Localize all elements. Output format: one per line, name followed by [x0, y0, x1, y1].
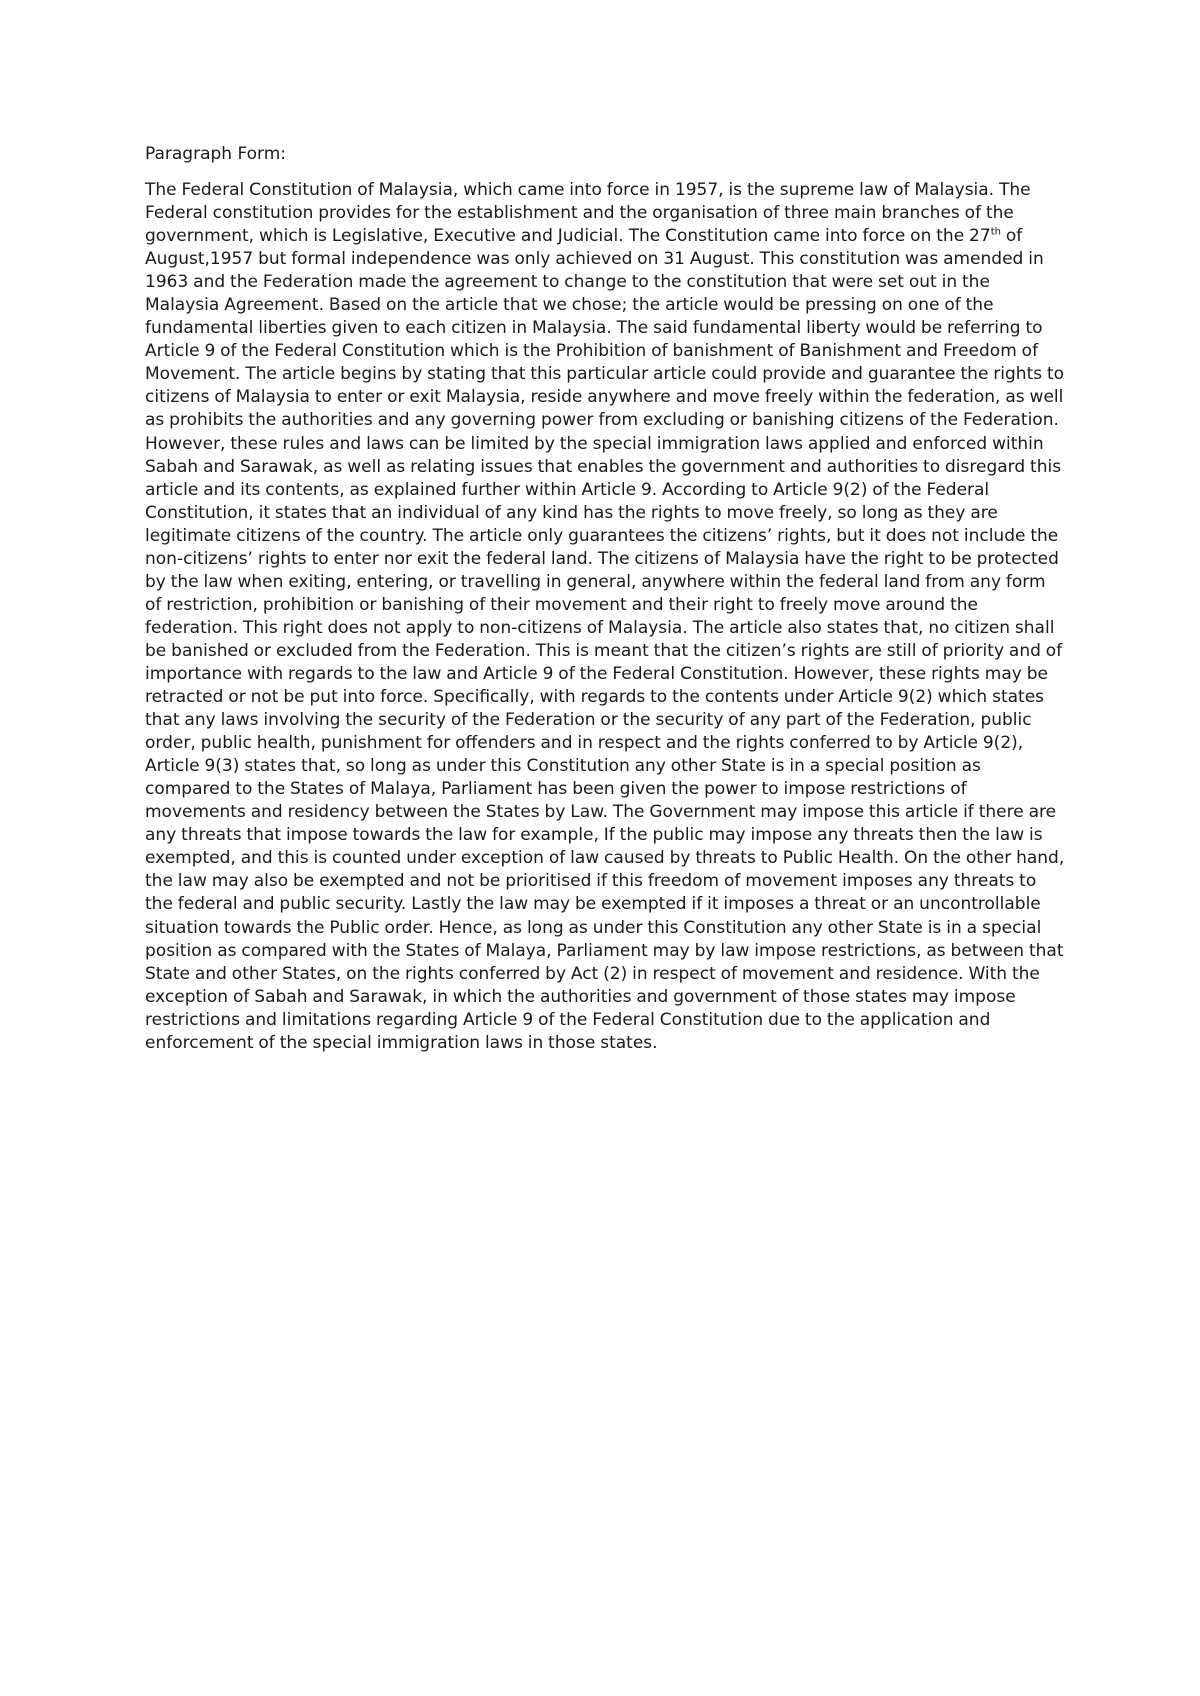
body-text-part-2: of August,1957 but formal independence was only achieved on 31 August. This constitution was amended in 1963 and the Federation made the agreement to change to the constitution that were set out in the Malaysia Agreement. Based on the article that we chose; the article would be pressing on one of the fundamental liberties given to each citizen in Malaysia. The said fundamental liberty would be referring to Article 9 of the Federal Constitution which is the Prohibition of banishment of Banishment and Freedom of Movement. The article begins by stating that this particular article could provide and guarantee the rights to citizens of Malaysia to enter or exit Malaysia, reside anywhere and move freely within the federation, as well as prohibits the authorities and any governing power from excluding or banishing citizens of the Federation. However, these rules and laws can be limited by the special immigration laws applied and enforced within Sabah and Sarawak, as well as relating issues that enables the government and authorities to disregard this article and its contents, as explained further within Article 9. According to Article 9(2) of the Federal Constitution, it states that an individual of any kind has the rights to move freely, so long as they are legitimate citizens of the country. The article only guarantees the citizens’ rights, but it does not include the non-citizens’ rights to enter nor exit the federal land. The citizens of Malaysia have the right to be protected by the law when exiting, entering, or travelling in general, anywhere within the federal land from any form of restriction, prohibition or banishing of their movement and their right to freely move around the federation. This right does not apply to non-citizens of Malaysia. The article also states that, no citizen shall be banished or excluded from the Federation. This is meant that the citizen’s rights are still of priority and of importance with regards to the law and Article 9 of the Federal Constitution. However, these rights may be retracted or not be put into force. Specifically, with regards to the contents under Article 9(2) which states that any laws involving the security of the Federation or the security of any part of the Federation, public order, public health, punishment for offenders and in respect and the rights conferred to by Article 9(2), Article 9(3) states that, so long as under this Constitution any other State is in a special position as compared to the States of Malaya, Parliament has been given the power to impose restrictions of movements and residency between the States by Law. The Government may impose this article if there are any threats that impose towards the law for example, If the public may impose any threats then the law is exempted, and this is counted under exception of law caused by threats to Public Health. On the other hand, the law may also be exempted and not be prioritised if this freedom of movement imposes any threats to the federal and public security. Lastly the law may be exempted if it imposes a threat or an uncontrollable situation towards the Public order. Hence, as long as under this Constitution any other State is in a special position as compared with the States of Malaya, Parliament may by law impose restrictions, as between that State and other States, on the rights conferred by Act (2) in respect of movement and residence. With the exception of Sabah and Sarawak, in which the authorities and government of those states may impose restrictions and limitations regarding Article 9 of the Federal Constitution due to the application and enforcement of the special immigration laws in those states. — [145, 226, 1065, 1053]
body-text-part-1: The Federal Constitution of Malaysia, which came into force in 1957, is the supreme law of Malaysia. The Federal constitution provides for the establishment and the organisation of three main branches of the government, which is Legislative, Executive and Judicial. The Constitution came into force on the 27 — [145, 180, 1031, 247]
document-content — [145, 143, 1065, 1055]
document-body-paragraph — [145, 179, 1065, 1055]
document-heading: Paragraph Form: — [145, 144, 287, 164]
ordinal-superscript: th — [990, 226, 1001, 238]
